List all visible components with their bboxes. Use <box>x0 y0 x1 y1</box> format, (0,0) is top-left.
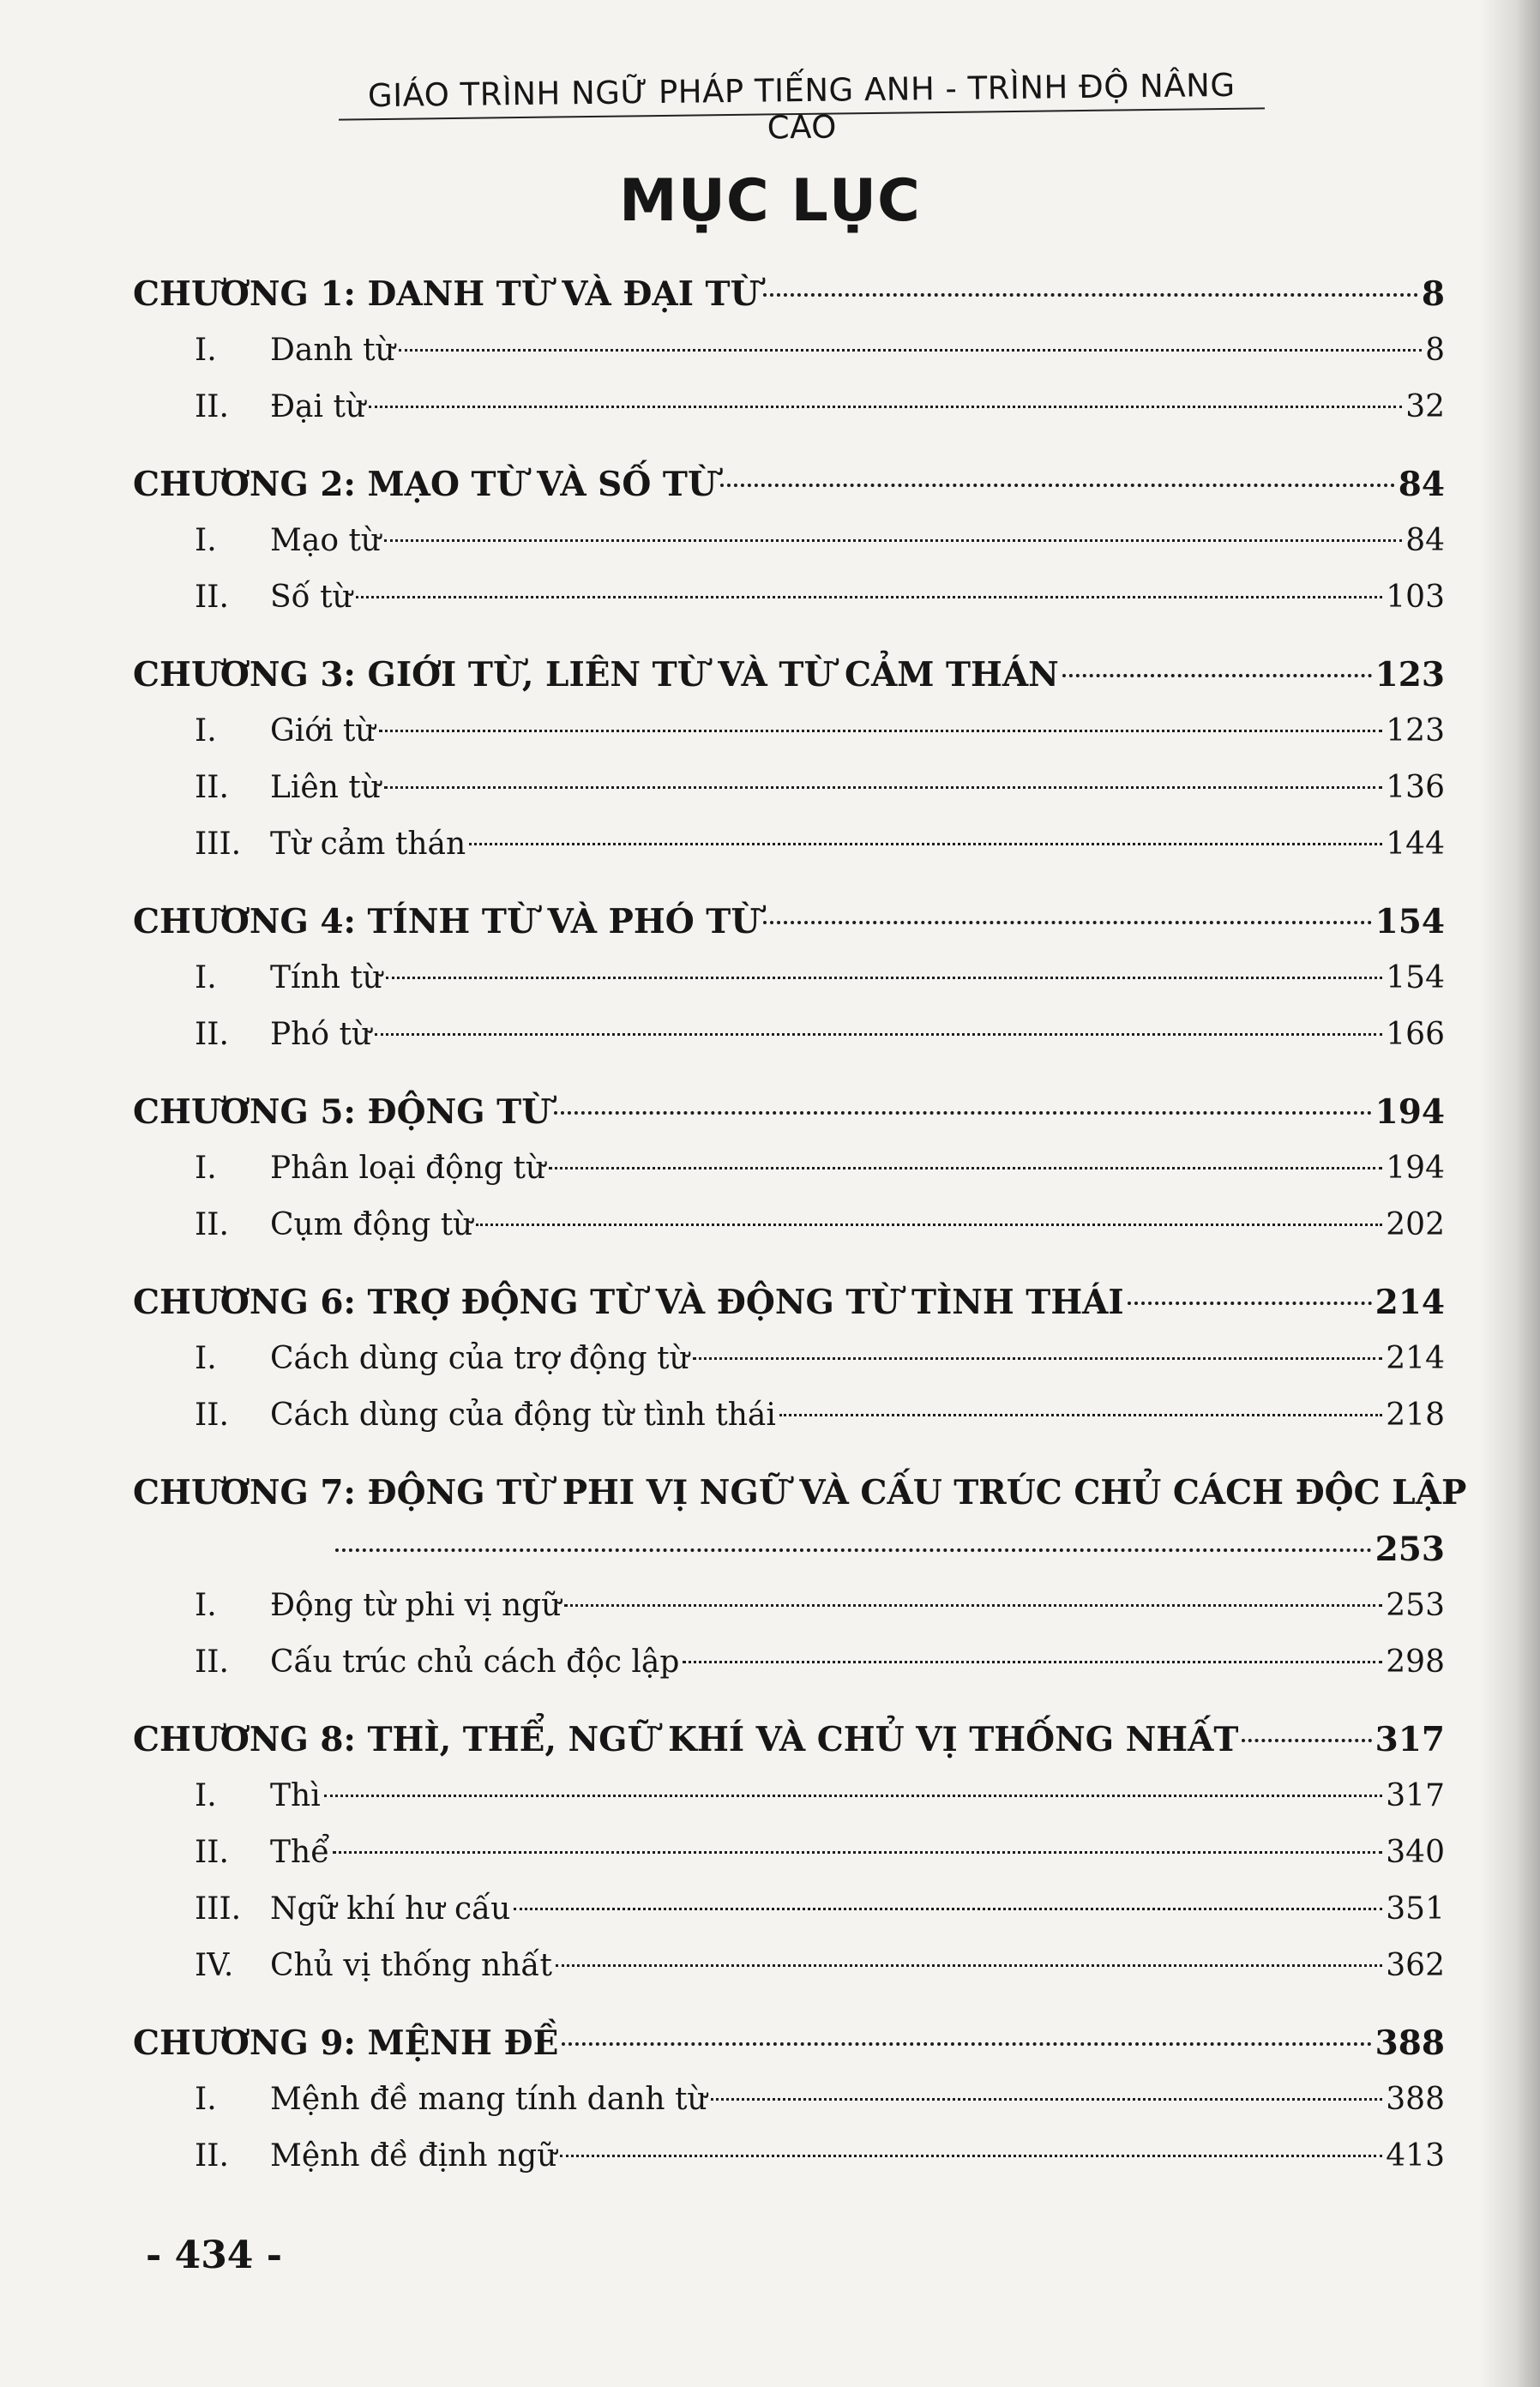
section-number: III. <box>195 1891 242 1927</box>
chapter-3 <box>133 646 1445 873</box>
chapter-9 <box>133 2015 1445 2185</box>
dot-leader <box>514 1908 1382 1910</box>
section-title: Cách dùng của trợ động từ <box>270 1341 689 1376</box>
section-row[interactable] <box>133 1938 1445 1994</box>
dot-leader <box>476 1224 1382 1226</box>
dot-leader <box>720 484 1395 487</box>
section-title: Thì <box>270 1778 321 1813</box>
section-number: II. <box>195 770 229 805</box>
section-title: Động từ phi vị ngữ <box>270 1588 562 1623</box>
dot-leader <box>1242 1739 1371 1742</box>
section-row[interactable] <box>133 1140 1445 1197</box>
chapter-title: CHƯƠNG 1: DANH TỪ VÀ ĐẠI TỪ <box>133 274 760 314</box>
section-number: I. <box>195 523 217 558</box>
section-title: Cụm động từ <box>270 1207 473 1242</box>
section-title: Cấu trúc chủ cách độc lập <box>270 1644 680 1680</box>
section-row[interactable] <box>133 1197 1445 1254</box>
chapter-page: 214 <box>1375 1283 1445 1322</box>
section-page: 154 <box>1386 960 1445 995</box>
section-page: 8 <box>1425 333 1445 368</box>
section-page: 123 <box>1386 713 1445 749</box>
dot-leader <box>384 539 1402 542</box>
table-of-contents <box>133 266 1467 2205</box>
section-number: I. <box>195 713 217 749</box>
dot-leader <box>324 1795 1383 1797</box>
dot-leader <box>384 786 1382 789</box>
chapter-page: 253 <box>1375 1530 1445 1569</box>
dot-leader <box>1062 674 1372 677</box>
section-title: Giới từ <box>270 713 376 749</box>
chapter-7 <box>133 1464 1467 1691</box>
section-number: II. <box>195 1398 229 1433</box>
chapter-heading[interactable] <box>133 2015 1445 2071</box>
chapter-heading[interactable] <box>133 266 1445 322</box>
dot-leader <box>333 1851 1382 1854</box>
chapter-title: CHƯƠNG 9: MỆNH ĐỀ <box>133 2023 559 2063</box>
section-title: Phó từ <box>270 1017 372 1052</box>
section-page: 103 <box>1386 580 1445 615</box>
dot-leader <box>379 730 1383 732</box>
section-title: Tính từ <box>270 960 382 995</box>
dot-leader <box>1128 1302 1372 1305</box>
chapter-page: 317 <box>1375 1720 1445 1759</box>
dot-leader <box>562 2042 1371 2046</box>
section-page: 166 <box>1386 1017 1445 1052</box>
section-number: I. <box>195 1778 217 1813</box>
section-row[interactable] <box>133 569 1445 626</box>
section-row[interactable] <box>133 1634 1445 1691</box>
chapter-title: CHƯƠNG 6: TRỢ ĐỘNG TỪ VÀ ĐỘNG TỪ TÌNH THÁI <box>133 1283 1124 1322</box>
section-number: II. <box>195 1017 229 1052</box>
section-title: Cách dùng của động từ tình thái <box>270 1398 776 1433</box>
dot-leader <box>556 1964 1382 1967</box>
section-number: II. <box>195 2138 229 2174</box>
section-row[interactable] <box>133 2128 1445 2185</box>
chapter-title: CHƯƠNG 4: TÍNH TỪ VÀ PHÓ TỪ <box>133 902 761 941</box>
section-row[interactable] <box>133 379 1445 436</box>
dot-leader <box>554 1111 1371 1115</box>
running-header: GIÁO TRÌNH NGỮ PHÁP TIẾNG ANH - TRÌNH ĐỘ NÂNG CAO <box>367 66 1236 147</box>
dot-leader <box>375 1033 1382 1036</box>
section-number: I. <box>195 333 217 368</box>
section-row[interactable] <box>133 513 1445 569</box>
chapter-heading[interactable] <box>133 1711 1445 1768</box>
section-number: II. <box>195 580 229 615</box>
section-row[interactable] <box>133 1007 1445 1063</box>
section-page: 202 <box>1386 1207 1445 1242</box>
section-number: II. <box>195 1207 229 1242</box>
chapter-title: CHƯƠNG 3: GIỚI TỪ, LIÊN TỪ VÀ TỪ CẢM THÁN <box>133 655 1059 694</box>
section-row[interactable] <box>133 1768 1445 1825</box>
section-row[interactable] <box>133 1331 1445 1387</box>
dot-leader <box>469 843 1382 845</box>
chapter-heading[interactable] <box>133 456 1445 513</box>
dot-leader <box>356 596 1382 598</box>
chapter-page: 154 <box>1375 902 1445 941</box>
section-row[interactable] <box>133 703 1445 760</box>
section-page: 388 <box>1386 2082 1445 2117</box>
section-title: Phân loại động từ <box>270 1151 546 1186</box>
section-row[interactable] <box>133 816 1445 873</box>
dot-leader <box>560 2155 1382 2157</box>
section-title: Chủ vị thống nhất <box>270 1948 552 1983</box>
section-number: I. <box>195 1151 217 1186</box>
section-page: 136 <box>1386 770 1445 805</box>
chapter-title: CHƯƠNG 7: ĐỘNG TỪ PHI VỊ NGỮ VÀ CẤU TRÚC CHỦ CÁCH ĐỘC LẬP <box>133 1473 1467 1512</box>
chapter-title: CHƯƠNG 8: THÌ, THỂ, NGỮ KHÍ VÀ CHỦ VỊ THỐNG NHẤT <box>133 1720 1239 1759</box>
dot-leader <box>711 2098 1383 2101</box>
section-title: Từ cảm thán <box>270 827 466 862</box>
section-row[interactable] <box>133 1825 1445 1881</box>
chapter-title: CHƯƠNG 2: MẠO TỪ VÀ SỐ TỪ <box>133 465 717 504</box>
chapter-page: 84 <box>1398 465 1445 504</box>
section-page: 84 <box>1405 523 1445 558</box>
dot-leader <box>549 1167 1382 1169</box>
section-page: 298 <box>1386 1644 1445 1680</box>
dot-leader <box>369 406 1402 408</box>
section-page: 194 <box>1386 1151 1445 1186</box>
dot-leader <box>335 1548 1372 1552</box>
chapter-page: 388 <box>1375 2023 1445 2063</box>
chapter-heading[interactable] <box>133 1084 1445 1140</box>
section-number: II. <box>195 1835 229 1870</box>
chapter-heading[interactable] <box>133 1464 1467 1521</box>
dot-leader <box>693 1357 1382 1360</box>
section-row[interactable] <box>133 1881 1445 1938</box>
section-title: Ngữ khí hư cấu <box>270 1891 511 1927</box>
section-row[interactable] <box>133 2071 1445 2128</box>
chapter-2 <box>133 456 1445 626</box>
section-title: Mệnh đề mang tính danh từ <box>270 2082 707 2117</box>
chapter-4 <box>133 893 1445 1063</box>
section-number: II. <box>195 1644 229 1680</box>
section-title: Danh từ <box>270 333 395 368</box>
section-title: Số từ <box>270 580 352 615</box>
section-number: I. <box>195 1341 217 1376</box>
section-page: 362 <box>1386 1948 1445 1983</box>
section-number: I. <box>195 960 217 995</box>
chapter-page: 123 <box>1375 655 1445 694</box>
section-number: IV. <box>195 1948 234 1983</box>
section-page: 413 <box>1386 2138 1445 2174</box>
section-page: 144 <box>1386 827 1445 862</box>
dot-leader <box>564 1604 1382 1607</box>
page-title: MỤC LỤC <box>619 167 921 235</box>
section-page: 218 <box>1386 1398 1445 1433</box>
section-number: I. <box>195 2082 217 2117</box>
chapter-5 <box>133 1084 1445 1254</box>
chapter-1 <box>133 266 1445 436</box>
dot-leader <box>779 1414 1382 1416</box>
section-title: Liên từ <box>270 770 382 805</box>
chapter-heading[interactable] <box>133 646 1445 703</box>
dot-leader <box>386 977 1382 979</box>
section-row[interactable] <box>133 760 1445 816</box>
section-row[interactable] <box>133 322 1445 379</box>
section-page: 214 <box>1386 1341 1445 1376</box>
chapter-page: 194 <box>1375 1092 1445 1132</box>
chapter-heading[interactable] <box>133 1274 1445 1331</box>
chapter-page: 8 <box>1421 274 1445 314</box>
section-number: I. <box>195 1588 217 1623</box>
section-number: III. <box>195 827 242 862</box>
section-title: Đại từ <box>270 389 366 424</box>
section-page: 351 <box>1386 1891 1445 1927</box>
section-page: 253 <box>1386 1588 1445 1623</box>
section-row[interactable] <box>133 1578 1445 1634</box>
chapter-title: CHƯƠNG 5: ĐỘNG TỪ <box>133 1092 551 1132</box>
section-number: II. <box>195 389 229 424</box>
chapter-6 <box>133 1274 1445 1444</box>
dot-leader <box>763 293 1418 297</box>
chapter-8 <box>133 1711 1445 1994</box>
section-title: Mệnh đề định ngữ <box>270 2138 557 2174</box>
section-page: 32 <box>1405 389 1445 424</box>
dot-leader <box>683 1661 1382 1663</box>
section-row[interactable] <box>133 1387 1445 1444</box>
section-page: 317 <box>1386 1778 1445 1813</box>
section-title: Mạo từ <box>270 523 382 558</box>
chapter-heading-continuation[interactable] <box>133 1521 1445 1578</box>
section-row[interactable] <box>133 950 1445 1007</box>
section-title: Thể <box>270 1835 330 1870</box>
dot-leader <box>763 921 1371 924</box>
dot-leader <box>399 349 1422 352</box>
section-page: 340 <box>1386 1835 1445 1870</box>
page-edge-shadow <box>1480 0 1540 2387</box>
chapter-heading[interactable] <box>133 893 1445 950</box>
page-number: - 434 - <box>146 2234 283 2277</box>
